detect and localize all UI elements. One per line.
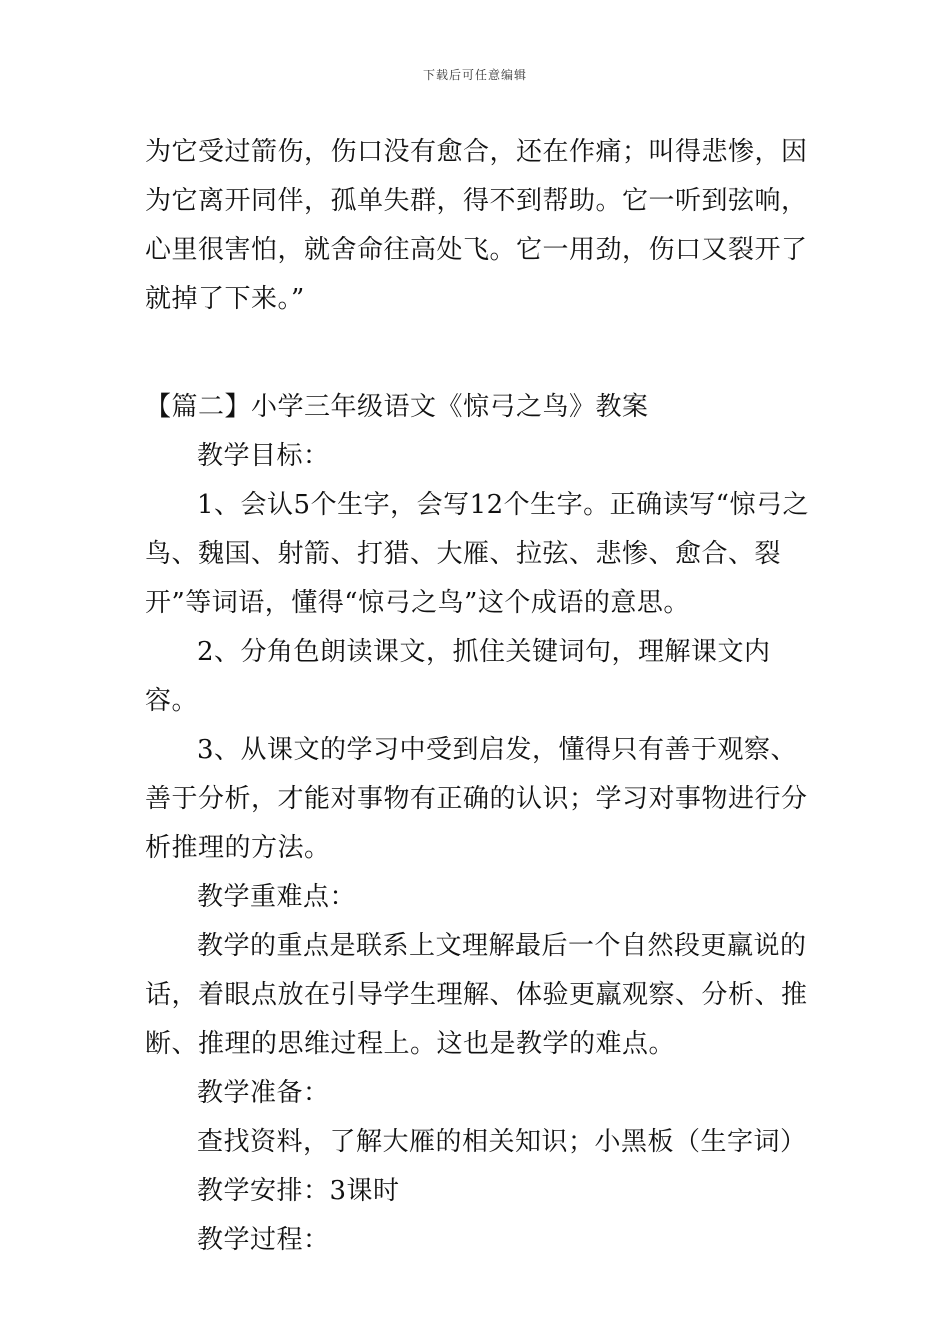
section-gap (145, 324, 810, 373)
process-heading: 教学过程： (197, 1225, 330, 1255)
difficulty-heading: 教学重难点： (197, 882, 357, 912)
prep-heading: 教学准备： (197, 1078, 330, 1108)
goal-1: 1、会认5个生字，会写12个生字。正确读写“惊弓之鸟、魏国、射箭、打猎、大雁、拉弦、悲惨、愈合、裂开”等词语，懂得“惊弓之鸟”这个成语的意思。 (145, 490, 809, 618)
section-title: 【篇二】小学三年级语文《惊弓之鸟》教案 (145, 392, 649, 422)
prep-text: 查找资料，了解大雁的相关知识；小黑板（生字词） (197, 1127, 807, 1157)
continuation-paragraph: 为它受过箭伤，伤口没有愈合，还在作痛；叫得悲惨，因为它离开同伴，孤单失群，得不到帮助。它一听到弦响，心里很害怕，就舍命往高处飞。它一用劲，伤口又裂开了就掉了下来。” (145, 137, 808, 314)
goal-2: 2、分角色朗读课文，抓住关键词句，理解课文内容。 (145, 637, 771, 716)
schedule: 教学安排：3课时 (197, 1176, 400, 1206)
difficulty-text: 教学的重点是联系上文理解最后一个自然段更羸说的话，着眼点放在引导学生理解、体验更羸观察、分析、推断、推理的思维过程上。这也是教学的难点。 (145, 931, 808, 1059)
goals-heading: 教学目标： (197, 441, 330, 471)
document-body (145, 128, 810, 1265)
goal-3: 3、从课文的学习中受到启发，懂得只有善于观察、善于分析，才能对事物有正确的认识；学习对事物进行分析推理的方法。 (145, 735, 808, 863)
page-header-note: 下载后可任意编辑 (422, 68, 527, 82)
